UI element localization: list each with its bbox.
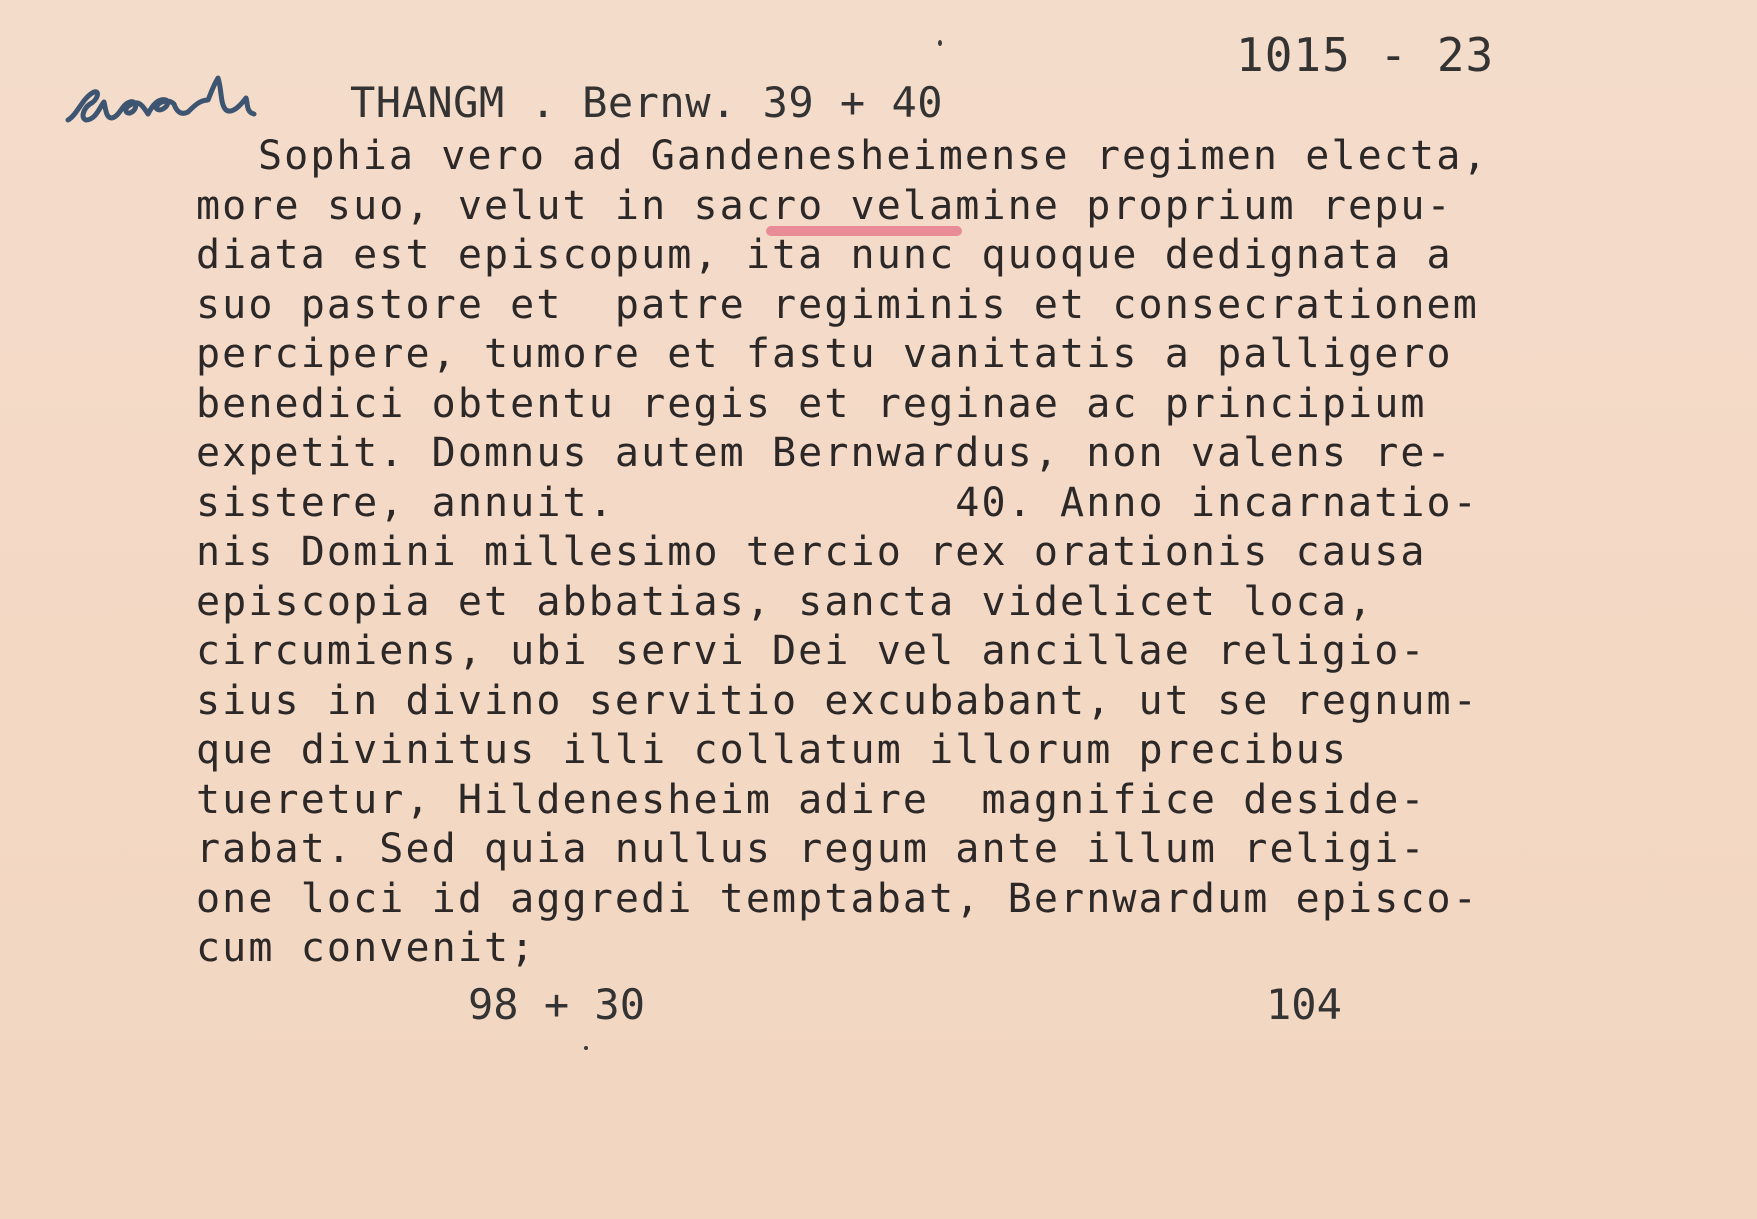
text-line: sistere, annuit. 40. Anno incarnatio- [196, 479, 1479, 526]
text-line: episcopia et abbatias, sancta videlicet loca, [196, 578, 1375, 625]
ink-speck [938, 40, 942, 46]
text-line: one loci id aggredi temptabat, Bernwardum episco- [196, 875, 1479, 922]
text-line: Sophia vero ad Gandenesheimense regimen electa, [258, 133, 1489, 179]
text-line: sius in divino servitio excubabant, ut se regnum- [196, 677, 1479, 724]
source-citation: THANGM . Bernw. 39 + 40 [350, 78, 944, 127]
text-line: percipere, tumore et fastu vanitatis a palligero [196, 331, 1453, 377]
card-text [196, 132, 1716, 974]
text-line: tueretur, Hildenesheim adire magnifice deside- [196, 776, 1427, 823]
text-line: diata est episcopum, ita nunc quoque dedignata a [196, 232, 1453, 278]
text-line: que divinitus illi collatum illorum precibus [196, 727, 1349, 773]
handwritten-lemma [60, 48, 270, 138]
text-line: expetit. Domnus autem Bernwardus, non valens re- [196, 430, 1453, 476]
footer-left-number: 98 + 30 [468, 980, 646, 1029]
text-line: nis Domini millesimo tercio rex orationis causa [196, 529, 1427, 575]
text-line: suo pastore et patre regiminis et consecrationem [196, 281, 1479, 328]
reference-number: 1015 - 23 [1236, 28, 1495, 82]
text-line: cum convenit; [196, 925, 537, 971]
text-line: more suo, velut in sacro velamine proprium repu- [196, 182, 1453, 229]
text-line: circumiens, ubi servi Dei vel ancillae religio- [196, 628, 1427, 674]
footer-right-number: 104 [1266, 980, 1342, 1029]
text-line: rabat. Sed quia nullus regum ante illum religi- [196, 826, 1427, 872]
text-line: benedici obtentu regis et reginae ac principium [196, 380, 1427, 427]
ink-speck [584, 1046, 588, 1050]
